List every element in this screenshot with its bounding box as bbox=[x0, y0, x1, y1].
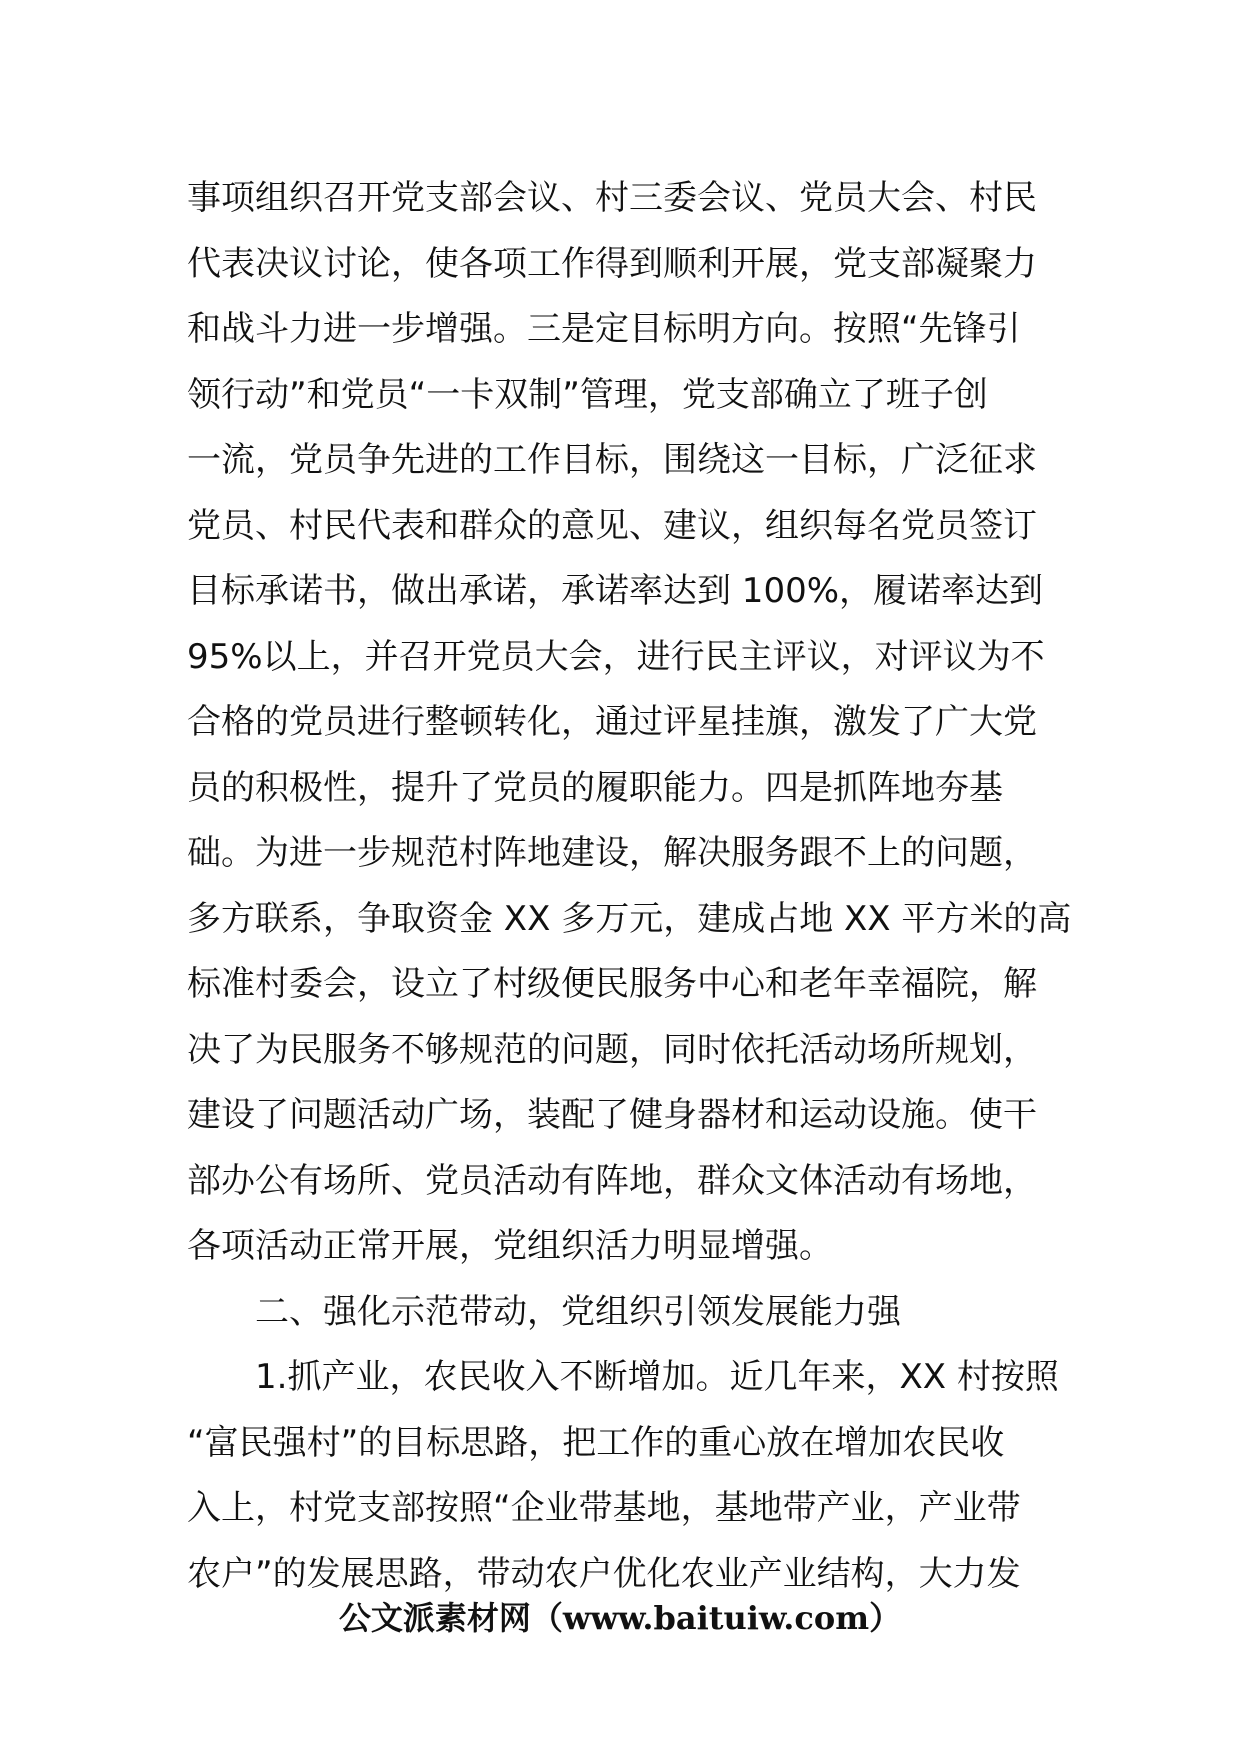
document-body bbox=[187, 166, 1072, 1607]
text-line: 农户”的发展思路，带动农户优化农业产业结构，大力发 bbox=[187, 1553, 1021, 1594]
text-line: 党员、村民代表和群众的意见、建议，组织每名党员签订 bbox=[187, 505, 1037, 546]
footer-watermark-text: 公文派素材网（www.baituiw.com） bbox=[338, 1599, 902, 1637]
text-line: 建设了问题活动广场，装配了健身器材和运动设施。使干 bbox=[187, 1095, 1037, 1135]
text-line: 代表决议讨论，使各项工作得到顺利开展，党支部凝聚力 bbox=[187, 243, 1037, 284]
text-line: 部办公有场所、党员活动有阵地，群众文体活动有场地， bbox=[187, 1160, 1037, 1201]
text-line: 础。为进一步规范村阵地建设，解决服务跟不上的问题， bbox=[187, 833, 1037, 873]
text-line: “富民强村”的目标思路，把工作的重心放在增加农民收 bbox=[187, 1422, 1005, 1463]
text-line: 多方联系，争取资金 XX 多万元，建成占地 XX 平方米的高 bbox=[187, 898, 1072, 939]
text-line: 入上，村党支部按照“企业带基地，基地带产业，产业带 bbox=[187, 1488, 1021, 1528]
text-line: 决了为民服务不够规范的问题，同时依托活动场所规划， bbox=[187, 1029, 1037, 1070]
text-line: 事项组织召开党支部会议、村三委会议、党员大会、村民 bbox=[187, 178, 1037, 218]
text-line: 目标承诺书，做出承诺，承诺率达到 100%，履诺率达到 bbox=[187, 571, 1044, 611]
text-line: 和战斗力进一步增强。三是定目标明方向。按照“先锋引 bbox=[187, 309, 1021, 349]
text-line: 一流，党员争先进的工作目标，围绕这一目标，广泛征求 bbox=[187, 440, 1037, 480]
text-line: 95%以上，并召开党员大会，进行民主评议，对评议为不 bbox=[187, 636, 1045, 677]
text-line: 员的积极性，提升了党员的履职能力。四是抓阵地夯基 bbox=[187, 767, 1003, 808]
section-heading: 二、强化示范带动，党组织引领发展能力强 bbox=[255, 1291, 901, 1332]
paragraph-first-line: 1.抓产业，农民收入不断增加。近几年来，XX 村按照 bbox=[255, 1357, 1059, 1397]
text-line: 领行动”和党员“一卡双制”管理，党支部确立了班子创 bbox=[187, 374, 988, 415]
text-line: 合格的党员进行整顿转化，通过评星挂旗，激发了广大党 bbox=[187, 702, 1037, 742]
text-line: 标准村委会，设立了村级便民服务中心和老年幸福院，解 bbox=[187, 964, 1037, 1004]
text-line: 各项活动正常开展，党组织活力明显增强。 bbox=[187, 1226, 833, 1266]
page-footer bbox=[0, 1588, 1240, 1648]
